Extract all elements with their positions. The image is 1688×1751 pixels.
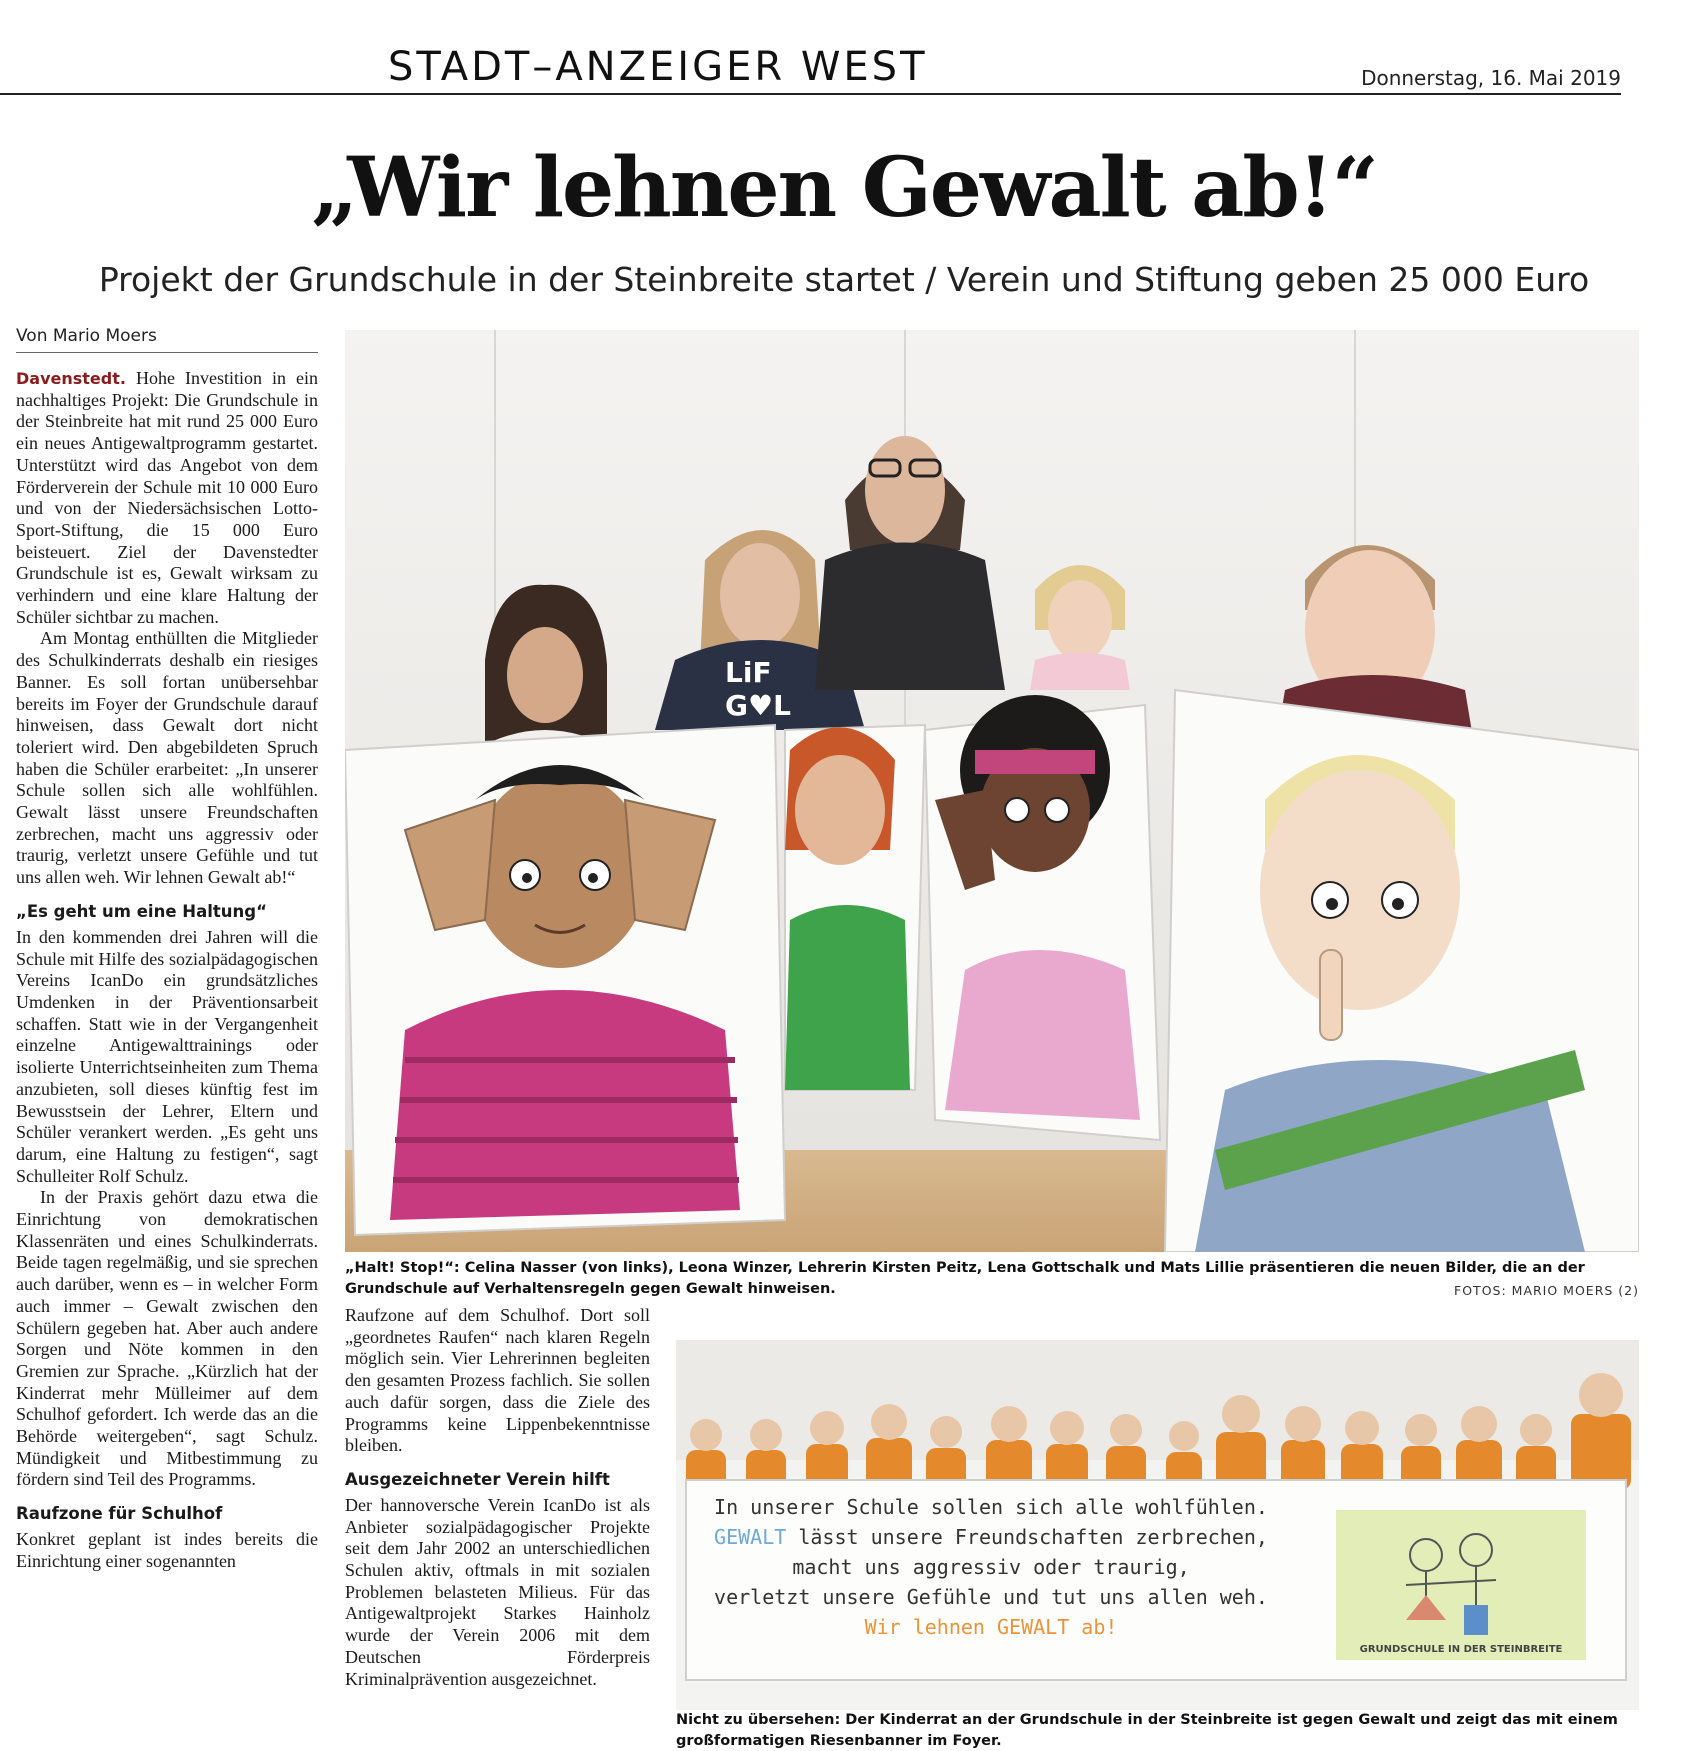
main-photo — [345, 330, 1639, 1252]
banner-logo-panel — [1336, 1510, 1586, 1660]
board-girl-headband — [925, 695, 1160, 1140]
banner-logo-trousers — [1464, 1605, 1488, 1635]
board-boy-hands — [345, 725, 785, 1235]
banner-photo-caption: Nicht zu übersehen: Der Kinderrat an der Grundschule in der Steinbreite ist gegen Gewalt und zeigt das mit einem großformatigen Riesenbanner im Foyer. — [676, 1712, 1618, 1749]
banner-gewalt-1: GEWALT — [714, 1525, 787, 1549]
main-photo-caption: „Halt! Stop!“: Celina Nasser (von links), Leona Winzer, Lehrerin Kirsten Peitz, Lena Gottschalk und Mats Lillie präsentieren die neuen Bilder, die an der Grundschule auf Verhaltensregeln gegen Gewalt hinweisen. — [345, 1260, 1585, 1297]
photo-credit: FOTOS: MARIO MOERS (2) — [1454, 1283, 1639, 1298]
paragraph-1-text: Hohe Investition in ein nachhaltiges Projekt: Die Grundschule in der Steinbreite hat mit rund 25 000 Euro ein neues Antigewaltprogramm gestartet. Unterstützt wird das Angebot von dem Förderverein der Schule mit 10 000 Euro und von der Niedersächsischen Lotto-Sport-Stiftung, die 15 000 Euro beisteuert. Ziel der Davenstedter Grundschule ist es, Gewalt wirksam zu verhindern und eine klare Haltung der Schüler sichtbar zu machen. — [16, 368, 318, 627]
article-column-2 — [345, 1305, 650, 1745]
banner-line-5-c: ab! — [1069, 1615, 1118, 1639]
dateline: Davenstedt. — [16, 369, 126, 388]
banner-line-5 — [676, 1615, 1306, 1639]
banner-line-2-rest: lässt unsere Freundschaften zerbrechen, — [786, 1525, 1268, 1549]
paragraph-4: In der Praxis gehört dazu etwa die Einrichtung von demokratischen Klassenräten und eines Schulkinderrats. Beide tagen regelmäßig, und sie sprechen auch darüber, wenn es – in welcher Form auch immer – Gewalt zwischen den Schülern gegeben hat. Aber auch andere Sorgen und Nöte kommen in den Gremien zur Sprache. „Kürzlich hat der Kinderrat mehr Mülleimer auf dem Schulhof gefordert. Ich werde das an die Behörde weitergeben“, sagt Schulz. Mündigkeit und Mitbestimmung zu fördern sind Teil des Programms. — [16, 1187, 318, 1490]
subheading-raufzone: Raufzone für Schulhof — [16, 1504, 223, 1524]
school-name: GRUNDSCHULE IN DER STEINBREITE — [1359, 1644, 1563, 1655]
masthead — [0, 0, 1688, 96]
shirt-text-2: G♥L — [725, 689, 791, 722]
paragraph-7: Der hannoversche Verein IcanDo ist als Anbieter sozialpädagogischer Projekte seit dem Jahr 2002 an unterschiedlichen Schulen aktiv, oftmals in mit sozialen Problemen belasteten Milieus. Für das Antigewaltprojekt Starkes Hainholz wurde der Verein 2006 mit dem Deutschen Förderpreis Kriminalprävention ausgezeichnet. — [345, 1494, 650, 1689]
banner-photo — [676, 1340, 1639, 1710]
paragraph-1 — [16, 368, 318, 628]
banner-line-3: macht uns aggressiv oder traurig, — [792, 1555, 1190, 1579]
banner-line-2 — [676, 1525, 1306, 1549]
board-boy-finger — [1165, 690, 1639, 1252]
subheading-verein: Ausgezeichneter Verein hilft — [345, 1469, 610, 1489]
board-girl-green — [785, 725, 925, 1090]
byline: Von Mario Moers — [16, 326, 318, 353]
masthead-rule — [0, 93, 1621, 95]
shirt-text-1: LiF — [725, 656, 772, 689]
issue-date: Donnerstag, 16. Mai 2019 — [1361, 66, 1621, 90]
banner-gewalt-2: GEWALT — [997, 1615, 1070, 1639]
subheading-haltung: „Es geht um eine Haltung“ — [16, 901, 267, 921]
person-girl-3 — [1030, 565, 1130, 690]
paragraph-5: Konkret geplant ist indes bereits die Einrichtung einer sogenannten — [16, 1529, 318, 1571]
banner-line-5-a: Wir lehnen — [864, 1615, 998, 1639]
section-title: STADT–ANZEIGER WEST — [388, 44, 928, 90]
subheadline: Projekt der Grundschule in der Steinbreite startet / Verein und Stiftung geben 25 000 Euro — [98, 260, 1590, 299]
paragraph-2: Am Montag enthüllten die Mitglieder des Schulkinderrats deshalb ein riesiges Banner. Es soll fortan unübersehbar bereits im Foyer der Grundschule darauf hinweisen, dass Gewalt dort nicht toleriert wird. Den abgebildeten Spruch haben die Schüler erarbeitet: „In unserer Schule sollen sich alle wohlfühlen. Gewalt lässt unsere Freundschaften zerbrechen, macht uns aggressiv oder traurig, verletzt unsere Gefühle und tut uns allen weh. Wir lehnen Gewalt ab!“ — [16, 628, 318, 888]
banner-line-4: verletzt unsere Gefühle und tut uns allen weh. — [714, 1585, 1268, 1609]
paragraph-6: Raufzone auf dem Schulhof. Dort soll „geordnetes Raufen“ nach klaren Regeln möglich sein. Vier Lehrerinnen begleiten den gesamten Prozess fachlich. Sie sollen auch dafür sorgen, dass die Ziele des Programms keine Lippenbekenntnisse bleiben. — [345, 1305, 650, 1456]
paragraph-3: In den kommenden drei Jahren will die Schule mit Hilfe des sozialpädagogischen Vereins IcanDo ein grundsätzliches Umdenken in der Präventionsarbeit schaffen. Statt wie in der Vergangenheit einzelne Antigewalttrainings oder isolierte Unterrichtseinheiten zum Thema anzubieten, soll dieses künftig fest im Bewusstsein der Lehrer, Eltern und Schüler verankert werden. „Es geht uns darum, eine Haltung zu festigen“, sagt Schulleiter Rolf Schulz. — [16, 926, 318, 1186]
banner-line-1: In unserer Schule sollen sich alle wohlfühlen. — [714, 1495, 1268, 1519]
article-column-1 — [16, 368, 318, 1743]
headline: „Wir lehnen Gewalt ab!“ — [311, 140, 1377, 236]
